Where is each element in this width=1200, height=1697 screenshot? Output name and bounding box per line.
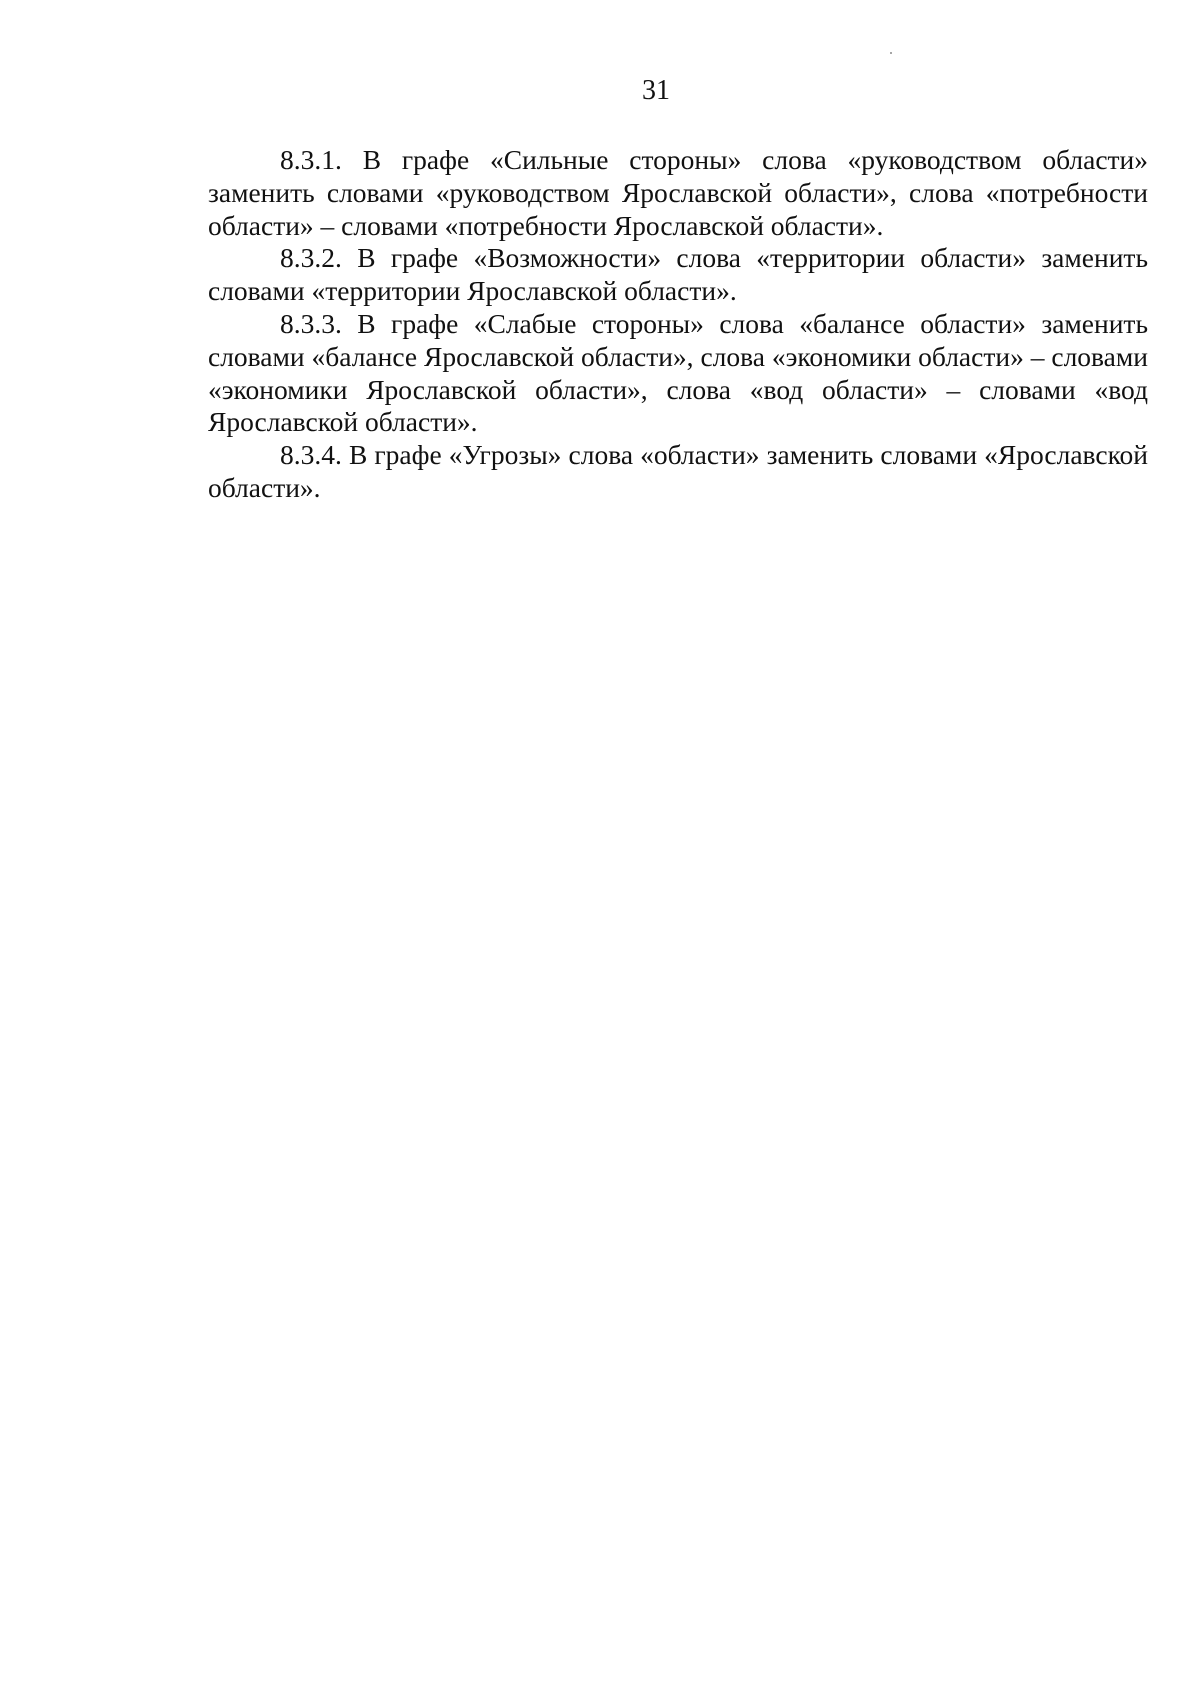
paragraph-8-3-4 bbox=[208, 439, 1148, 505]
paragraph-text: В графе «Возможности» слова «территории области» заменить словами «территории Ярославской области». bbox=[208, 242, 1148, 307]
scan-speck bbox=[890, 52, 892, 54]
paragraph-number: 8.3.2. bbox=[280, 242, 342, 274]
paragraph-number: 8.3.4. bbox=[280, 439, 342, 471]
paragraph-number: 8.3.1. bbox=[280, 144, 342, 175]
paragraph-text: В графе «Слабые стороны» слова «балансе области» заменить словами «балансе Ярославской области», слова «экономики области» – словами «экономики Ярославской области», слова «вод области» – словами «вод Ярославской области». bbox=[208, 307, 1148, 438]
document-body bbox=[208, 144, 1148, 505]
paragraph-text: В графе «Сильные стороны» слова «руководством области» заменить словами «руководством Ярославской области», слова «потребности области» – словами «потребности Ярославской области». bbox=[208, 144, 1149, 241]
page-number: 31 bbox=[642, 75, 670, 106]
paragraph-8-3-3 bbox=[208, 308, 1148, 439]
paragraph-8-3-1 bbox=[208, 144, 1148, 242]
paragraph-8-3-2 bbox=[208, 242, 1148, 308]
paragraph-text: В графе «Угрозы» слова «области» заменить словами «Ярославской области». bbox=[208, 439, 1148, 503]
paragraph-number: 8.3.3. bbox=[280, 307, 342, 339]
